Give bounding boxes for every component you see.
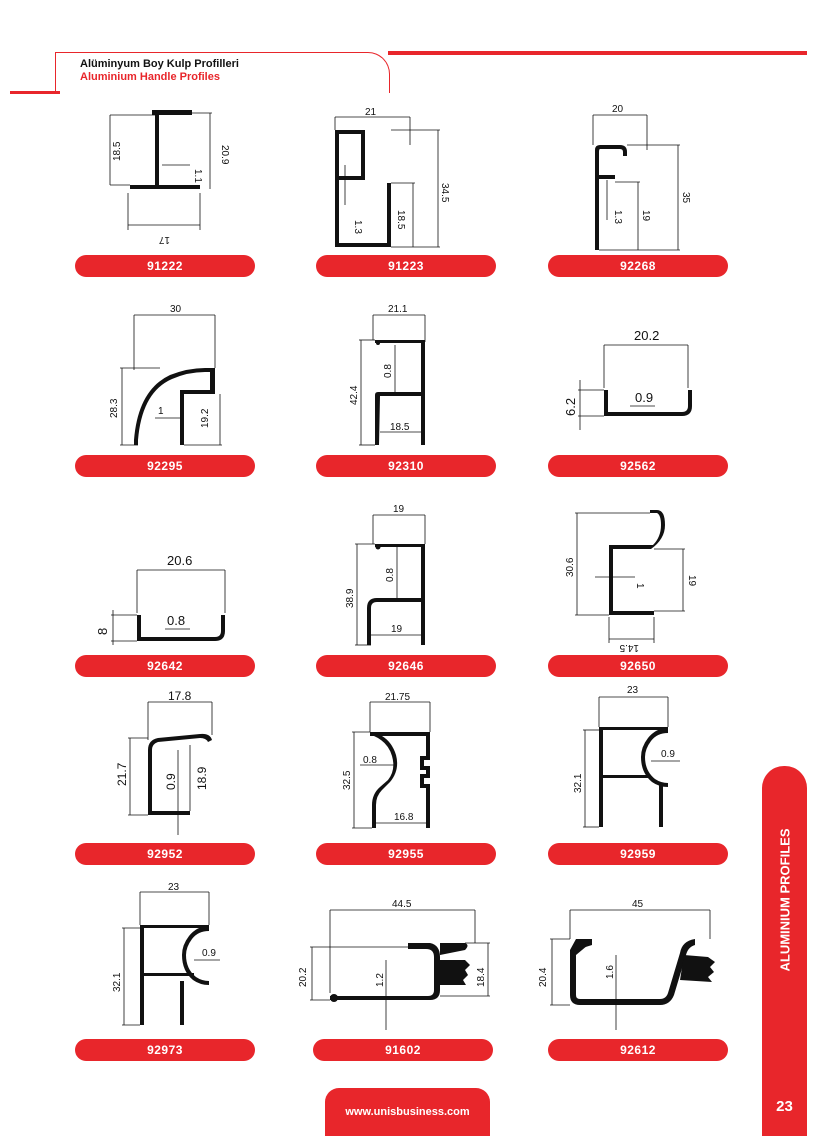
footer-url: www.unisbusiness.com: [325, 1088, 490, 1136]
page-title-tr: Alüminyum Boy Kulp Profilleri: [80, 58, 239, 70]
dim-92268-4: 19: [640, 210, 651, 222]
profile-code-92642: 92642: [75, 655, 255, 677]
dim-92955-3: 0.8: [363, 755, 377, 766]
dim-92650-1: 30.6: [565, 557, 576, 577]
dim-92612-2: 20.4: [538, 967, 549, 987]
profile-code-92955: 92955: [316, 843, 496, 865]
dim-92973-2: 32.1: [112, 972, 123, 992]
dim-92295-4: 19.2: [200, 408, 211, 428]
profile-drawing-92642: [95, 545, 245, 650]
section-side-label: ALUMINIUM PROFILES: [777, 828, 793, 972]
page-number: 23: [776, 1098, 793, 1115]
profile-code-92646: 92646: [316, 655, 496, 677]
dim-92310-2: 42.4: [349, 385, 360, 405]
dim-92959-1: 23: [627, 685, 639, 696]
dim-92646-4: 19: [391, 624, 403, 635]
dim-91602-2: 20.2: [298, 967, 309, 987]
dim-91223-2: 34.5: [439, 183, 450, 203]
dim-92642-2: 8: [95, 627, 110, 635]
dim-92642-3: 0.8: [167, 613, 186, 628]
page-title-en: Aluminium Handle Profiles: [80, 71, 220, 83]
profile-code-92952: 92952: [75, 843, 255, 865]
profile-drawing-92952: [110, 690, 230, 840]
dim-91602-3: 1.2: [375, 973, 386, 987]
dim-92952-2: 21.7: [115, 762, 129, 786]
profile-code-92562: 92562: [548, 455, 728, 477]
profile-drawing-92310: [345, 300, 455, 450]
dim-92952-1: 17.8: [168, 689, 192, 703]
profile-drawing-92650: [565, 505, 705, 653]
profile-code-92650: 92650: [548, 655, 728, 677]
dim-91222-2: 20.9: [219, 145, 230, 165]
profile-drawing-91602: [290, 895, 500, 1035]
dim-92959-2: 32.1: [573, 773, 584, 793]
profile-drawing-91222: [100, 105, 230, 250]
dim-92955-1: 21.75: [385, 692, 411, 703]
dim-91602-4: 18.4: [476, 967, 487, 987]
dim-92295-1: 30: [170, 304, 182, 315]
profile-drawing-92268: [585, 100, 715, 250]
profile-code-92973: 92973: [75, 1039, 255, 1061]
dim-92646-1: 19: [393, 504, 405, 515]
profile-drawing-92646: [345, 500, 455, 650]
profile-drawing-92612: [530, 895, 740, 1035]
dim-92268-2: 35: [680, 192, 691, 204]
dim-91223-3: 1.3: [352, 220, 363, 234]
dim-92310-1: 21.1: [388, 304, 408, 315]
dim-92268-3: 1.3: [612, 210, 623, 224]
profile-code-91602: 91602: [313, 1039, 493, 1061]
profile-code-91223: 91223: [316, 255, 496, 277]
dim-92952-3: 0.9: [164, 773, 178, 790]
dim-92562-2: 6.2: [563, 397, 578, 416]
dim-92642-1: 20.6: [167, 553, 193, 568]
dim-91222-4: 17: [158, 234, 170, 245]
dim-92952-4: 18.9: [195, 766, 209, 790]
profile-code-92268: 92268: [548, 255, 728, 277]
dim-91602-1: 44.5: [392, 899, 412, 910]
dim-92959-3: 0.9: [661, 749, 675, 760]
dim-92562-3: 0.9: [635, 390, 654, 405]
dim-92310-4: 18.5: [390, 422, 410, 433]
dim-92562-1: 20.2: [634, 328, 660, 343]
profile-code-92310: 92310: [316, 455, 496, 477]
dim-92650-2: 19: [686, 575, 697, 587]
dim-92612-3: 1.6: [605, 965, 616, 979]
profile-code-92612: 92612: [548, 1039, 728, 1061]
profile-drawing-92973: [110, 880, 240, 1030]
dim-92295-3: 1: [158, 406, 164, 417]
profile-code-91222: 91222: [75, 255, 255, 277]
dim-92268-1: 20: [612, 104, 624, 115]
profile-drawing-91223: [330, 105, 460, 250]
header-rule-left: [10, 91, 60, 94]
dim-92646-2: 38.9: [345, 588, 356, 608]
dim-91222-1: 18.5: [112, 141, 123, 161]
dim-92650-4: 14.5: [619, 642, 639, 653]
profile-code-92295: 92295: [75, 455, 255, 477]
dim-92955-4: 16.8: [394, 812, 414, 823]
header-rule: [388, 51, 807, 55]
profile-drawing-92562: [560, 320, 710, 440]
dim-92646-3: 0.8: [385, 568, 396, 582]
dim-92973-3: 0.9: [202, 948, 216, 959]
dim-91223-1: 21: [365, 107, 377, 118]
profile-drawing-92295: [100, 300, 240, 450]
dim-92310-3: 0.8: [383, 364, 394, 378]
dim-92650-3: 1: [634, 583, 645, 589]
dim-92295-2: 28.3: [109, 398, 120, 418]
profile-drawing-92959: [575, 685, 705, 835]
dim-92973-1: 23: [168, 882, 180, 893]
dim-91222-3: 1.1: [192, 169, 203, 183]
dim-92955-2: 32.5: [342, 770, 353, 790]
profile-drawing-92955: [340, 690, 460, 835]
profile-code-92959: 92959: [548, 843, 728, 865]
dim-91223-4: 18.5: [395, 210, 406, 230]
dim-92612-1: 45: [632, 899, 644, 910]
